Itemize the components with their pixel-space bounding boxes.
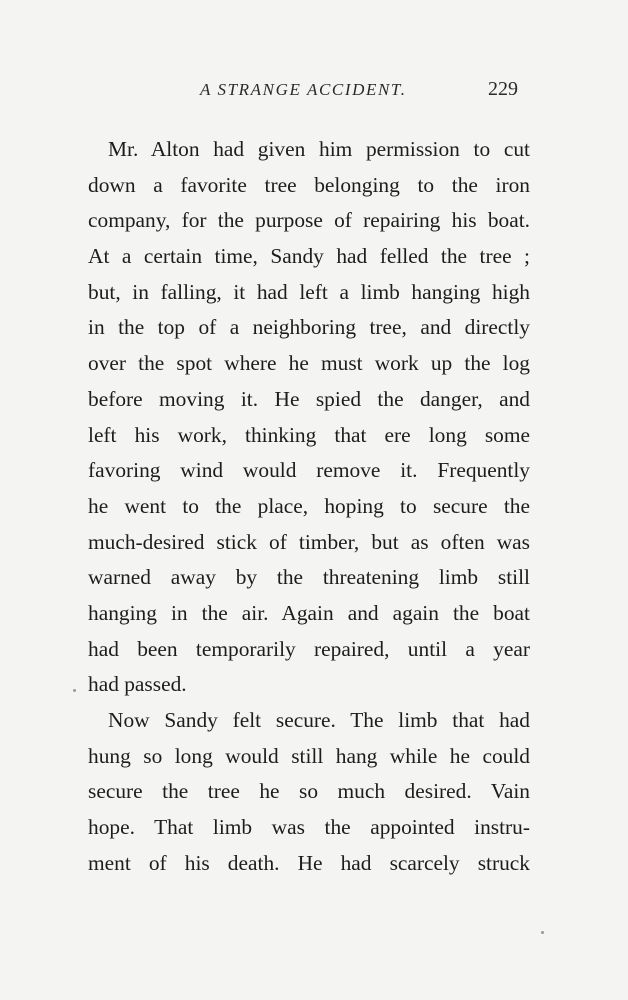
text-line: secure the tree he so much desired. Vain [88, 779, 530, 804]
paper-speck [73, 689, 76, 692]
text-line: ment of his death. He had scarcely struck [88, 850, 530, 875]
page-header [0, 80, 628, 110]
text-line: over the spot where he must work up the log [88, 351, 530, 376]
text-line: had been temporarily repaired, until a year [88, 636, 530, 661]
text-line: he went to the place, hoping to secure the [88, 493, 530, 518]
running-title: A STRANGE ACCIDENT. [200, 80, 407, 99]
text-line: down a favorite tree belonging to the iron [88, 172, 530, 197]
text-line: in the top of a neighboring tree, and directly [88, 315, 530, 340]
text-line: before moving it. He spied the danger, and [88, 386, 530, 411]
text-line: warned away by the threatening limb still [88, 565, 530, 590]
text-line: but, in falling, it had left a limb hanging high [88, 279, 530, 304]
body-text [88, 132, 530, 881]
text-line: Mr. Alton had given him permission to cut [108, 137, 530, 161]
text-line: hope. That limb was the appointed instru- [88, 815, 530, 840]
text-line: hung so long would still hang while he could [88, 743, 530, 768]
paper-speck [541, 931, 544, 934]
text-line: company, for the purpose of repairing his boat. [88, 208, 530, 233]
text-line: hanging in the air. Again and again the boat [88, 600, 530, 625]
text-line: had passed. [88, 672, 187, 697]
text-line: Now Sandy felt secure. The limb that had [108, 708, 530, 732]
text-line: left his work, thinking that ere long some [88, 422, 530, 447]
text-line: At a certain time, Sandy had felled the tree ; [88, 244, 530, 269]
text-line: favoring wind would remove it. Frequently [88, 458, 530, 483]
text-line: much-desired stick of timber, but as often was [88, 529, 530, 554]
page-number: 229 [488, 78, 518, 100]
